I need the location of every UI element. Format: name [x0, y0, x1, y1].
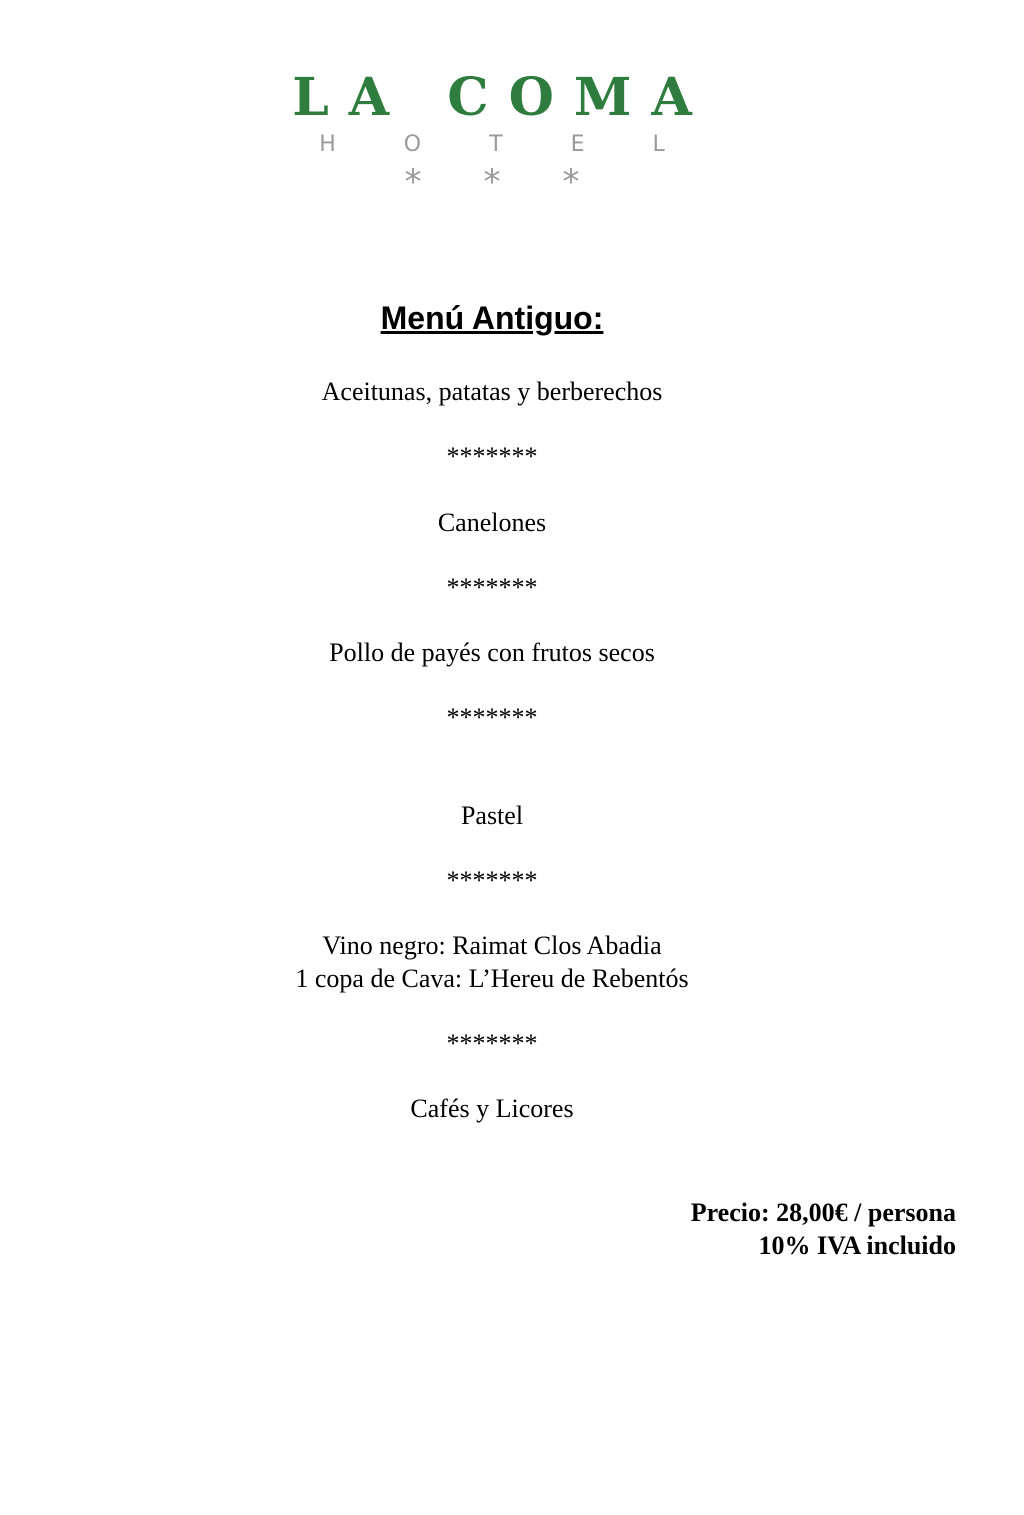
menu-title: Menú Antiguo: [380, 300, 604, 336]
price-block [691, 1196, 956, 1262]
menu-separator: ******* [446, 573, 538, 602]
vat-note: 10% IVA incluido [758, 1231, 956, 1260]
hotel-logo [0, 67, 984, 202]
menu-separator: ******* [446, 1029, 538, 1058]
menu-separator: ******* [446, 866, 538, 895]
logo-name: LA COMA [292, 67, 712, 128]
menu-separator: ******* [446, 703, 538, 732]
logo-stars: *** [404, 162, 642, 202]
menu-item-first-course: Canelones [437, 508, 547, 537]
menu-item-main-course: Pollo de payés con frutos secos [329, 638, 655, 667]
menu-item-starter: Aceitunas, patatas y berberechos [321, 377, 663, 406]
menu-item-coffee: Cafés y Licores [410, 1094, 574, 1123]
price-per-person: Precio: 28,00€ / persona [690, 1198, 956, 1227]
menu-item-cava: 1 copa de Cava: L’Hereu de Rebentós [295, 964, 689, 993]
menu-separator: ******* [446, 442, 538, 471]
menu-item-dessert: Pastel [460, 801, 524, 830]
logo-subtitle: HOTEL [319, 132, 733, 157]
menu-item-wine: Vino negro: Raimat Clos Abadia [322, 931, 662, 960]
